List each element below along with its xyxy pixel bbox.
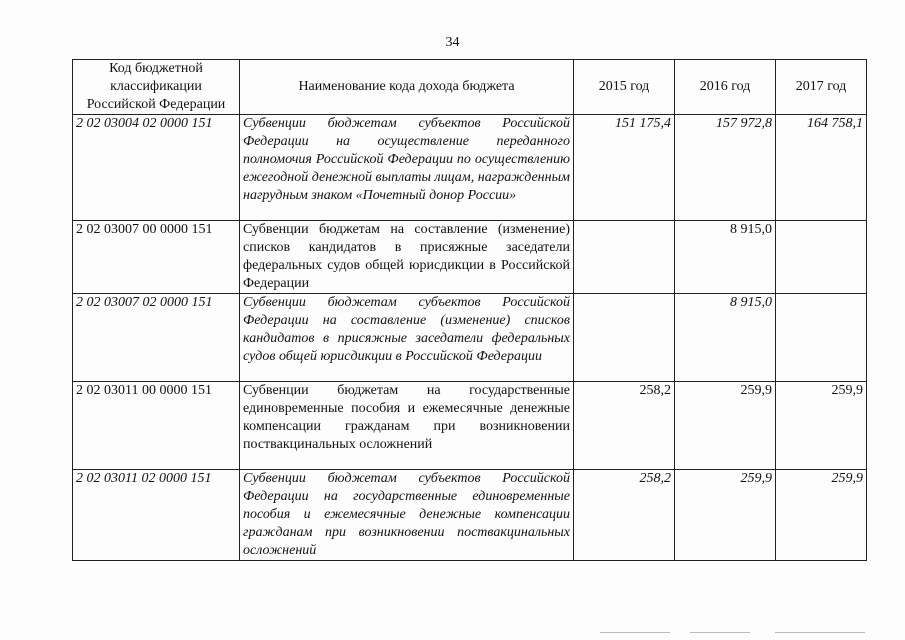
- scan-artifact: [775, 632, 865, 633]
- table-header-row: [73, 60, 867, 115]
- budget-table: [72, 59, 867, 561]
- table-row: [73, 115, 867, 221]
- value-2015: 151 175,4: [574, 115, 675, 221]
- table-row: [73, 382, 867, 470]
- table-row: [73, 470, 867, 561]
- scan-artifact: [600, 632, 670, 633]
- income-name: Субвенции бюджетам субъектов Российской Федерации на осуществление переданного полномочия Российской Федерации по осуществлению ежегодной денежной выплаты лицам, награжденным нагрудным знаком «Почетный донор России»: [240, 115, 574, 221]
- budget-code: 2 02 03007 00 0000 151: [73, 221, 240, 294]
- column-header-code: Код бюджетной классификации Российской Федерации: [73, 60, 240, 115]
- value-2017: 164 758,1: [776, 115, 867, 221]
- income-name: Субвенции бюджетам субъектов Российской Федерации на составление (изменение) списков кандидатов в присяжные заседатели федеральных судов общей юрисдикции в Российской Федерации: [240, 294, 574, 382]
- budget-code: 2 02 03004 02 0000 151: [73, 115, 240, 221]
- budget-code: 2 02 03007 02 0000 151: [73, 294, 240, 382]
- income-name: Субвенции бюджетам на государственные единовременные пособия и ежемесячные денежные компенсации гражданам при возникновении поствакцинальных осложнений: [240, 382, 574, 470]
- income-name: Субвенции бюджетам субъектов Российской Федерации на государственные единовременные пособия и ежемесячные денежные компенсации гражданам при возникновении поствакцинальных осложнений: [240, 470, 574, 561]
- value-2017: 259,9: [776, 382, 867, 470]
- scan-artifact: [690, 632, 750, 633]
- budget-code: 2 02 03011 02 0000 151: [73, 470, 240, 561]
- income-name: Субвенции бюджетам на составление (изменение) списков кандидатов в присяжные заседатели федеральных судов общей юрисдикции в Российской Федерации: [240, 221, 574, 294]
- value-2016: 259,9: [675, 470, 776, 561]
- column-header-name: Наименование кода дохода бюджета: [240, 60, 574, 115]
- value-2015: [574, 294, 675, 382]
- table-row: [73, 221, 867, 294]
- budget-code: 2 02 03011 00 0000 151: [73, 382, 240, 470]
- value-2015: 258,2: [574, 382, 675, 470]
- column-header-2015: 2015 год: [574, 60, 675, 115]
- column-header-2017: 2017 год: [776, 60, 867, 115]
- column-header-2016: 2016 год: [675, 60, 776, 115]
- value-2015: 258,2: [574, 470, 675, 561]
- value-2017: [776, 221, 867, 294]
- value-2016: 8 915,0: [675, 221, 776, 294]
- value-2016: 8 915,0: [675, 294, 776, 382]
- value-2016: 157 972,8: [675, 115, 776, 221]
- table-row: [73, 294, 867, 382]
- value-2016: 259,9: [675, 382, 776, 470]
- page-number: 34: [445, 35, 460, 50]
- value-2017: [776, 294, 867, 382]
- value-2017: 259,9: [776, 470, 867, 561]
- value-2015: [574, 221, 675, 294]
